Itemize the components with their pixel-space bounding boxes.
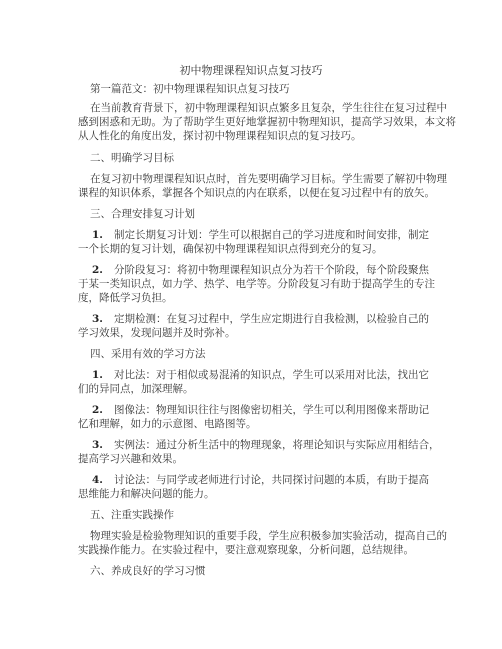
- paragraph-line: 物理实验是检验物理知识的重要手段，学生应积极参加实验活动，提高自己的: [90, 530, 447, 542]
- list-item-line: 1. 对比法：对于相似或易混淆的知识点，学生可以采用对比法，找出它: [92, 369, 429, 381]
- list-item-line: 4. 讨论法：与同学或老师进行讨论，共同探讨问题的本质，有助于提高: [92, 474, 429, 486]
- paragraph-line: 第一篇范文：初中物理课程知识点复习技巧: [90, 83, 290, 95]
- section-heading: 二、明确学习目标: [90, 152, 174, 164]
- document-title: 初中物理课程知识点复习技巧: [179, 64, 323, 77]
- paragraph-line: 课程的知识体系，掌握各个知识点的内在联系，以便在复习过程中有的放矢。: [78, 187, 435, 199]
- section-heading: 四、采用有效的学习方法: [90, 348, 206, 360]
- list-item-line: 学习效果，发现问题并及时弥补。: [78, 327, 236, 339]
- list-item-line: 们的异同点，加深理解。: [78, 383, 194, 395]
- list-item-line: 2. 分阶段复习：将初中物理课程知识点分为若干个阶段，每个阶段聚焦: [92, 264, 429, 276]
- list-item-line: 2. 图像法：物理知识往往与图像密切相关，学生可以利用图像来帮助记: [92, 404, 429, 416]
- paragraph-line: 在复习初中物理课程知识点时，首先要明确学习目标。学生需要了解初中物理: [90, 173, 447, 185]
- list-item-line: 度，降低学习负担。: [78, 292, 173, 304]
- list-number: 2.: [92, 264, 103, 276]
- list-number: 1.: [92, 369, 103, 381]
- list-item-line: 3. 实例法：通过分析生活中的物理现象，将理论知识与实际应用相结合，: [92, 439, 440, 451]
- list-number: 2.: [92, 404, 103, 416]
- paragraph-line: 在当前教育背景下，初中物理课程知识点繁多且复杂，学生往往在复习过程中: [90, 102, 447, 114]
- paragraph-line: 实践操作能力。在实验过程中，要注意观察现象，分析问题，总结规律。: [78, 544, 414, 556]
- list-item-line: 1. 制定长期复习计划：学生可以根据自己的学习进度和时间安排，制定: [92, 229, 429, 241]
- list-number: 3.: [92, 439, 103, 451]
- list-item-line: 3. 定期检测：在复习过程中，学生应定期进行自我检测，以检验自己的: [92, 313, 429, 325]
- list-item-line: 忆和理解，如力的示意图、电路图等。: [78, 418, 257, 430]
- paragraph-line: 从人性化的角度出发，探讨初中物理课程知识点的复习技巧。: [78, 130, 362, 142]
- list-item-line: 提高学习兴趣和效果。: [78, 453, 183, 465]
- list-item-line: 一个长期的复习计划，确保初中物理课程知识点得到充分的复习。: [78, 243, 383, 255]
- list-item-line: 思维能力和解决问题的能力。: [78, 488, 215, 500]
- list-number: 1.: [92, 229, 103, 241]
- list-item-line: 于某一类知识点，如力学、热学、电学等。分阶段复习有助于提高学生的专注: [78, 278, 435, 290]
- section-heading: 六、养成良好的学习习惯: [90, 565, 206, 577]
- section-heading: 五、注重实践操作: [90, 509, 174, 521]
- section-heading: 三、合理安排复习计划: [90, 208, 195, 220]
- list-number: 4.: [92, 474, 103, 486]
- list-number: 3.: [92, 313, 103, 325]
- paragraph-line: 感到困惑和无助。为了帮助学生更好地掌握初中物理知识，提高学习效果，本文将: [78, 116, 456, 128]
